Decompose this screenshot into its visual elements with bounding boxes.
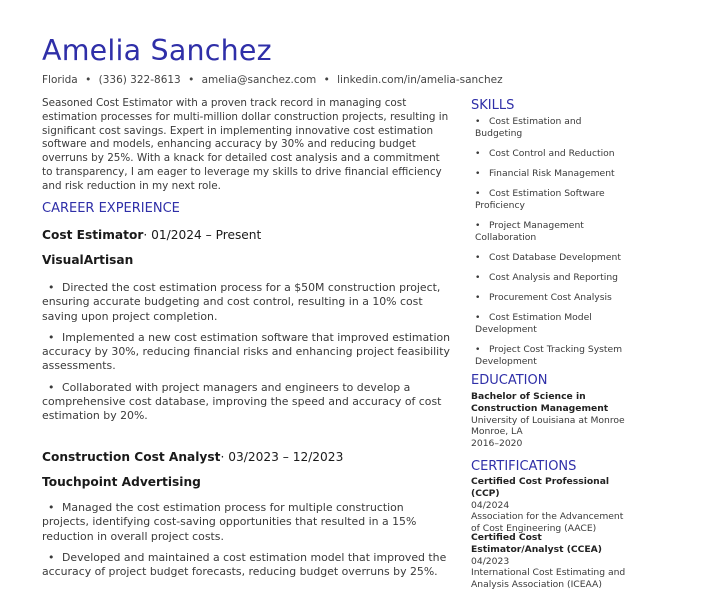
- job-bullets: [42, 501, 454, 586]
- certification-entry: [471, 532, 631, 591]
- skill-item: [475, 168, 630, 180]
- bullet-text: Developed and maintained a cost estimation model that improved the accuracy of project budget forecasts, reducing budget overruns by 25%.: [42, 550, 447, 579]
- skill-item: [475, 292, 630, 304]
- certification-date: 04/2023: [471, 555, 510, 567]
- skill-text: Project Cost Tracking System Development: [475, 344, 623, 367]
- list-item: [42, 331, 454, 374]
- skill-text: Cost Database Development: [489, 252, 621, 263]
- bullet-icon: •: [475, 220, 481, 231]
- bullet-icon: •: [475, 148, 481, 159]
- job-dates: · 03/2023 – 12/2023: [220, 450, 344, 464]
- skill-text: Project Management Collaboration: [475, 220, 584, 243]
- phone-text: (336) 322-8613: [98, 74, 181, 86]
- skill-item: [475, 220, 630, 244]
- list-item: [42, 281, 454, 324]
- bullet-icon: •: [48, 330, 55, 344]
- skill-text: Financial Risk Management: [489, 168, 615, 179]
- bullet-text: Directed the cost estimation process for a $50M construction project, ensuring accurate budgeting and cost control, resulting in a 10% cost saving upon project completion.: [42, 281, 441, 323]
- skill-item: [475, 148, 630, 160]
- skills-list: [475, 116, 630, 376]
- bullet-icon: •: [475, 168, 481, 179]
- certification-name: Certified Cost Professional (CCP): [471, 476, 610, 499]
- certification-issuer: International Cost Estimating and Analysis Association (ICEAA): [471, 567, 626, 591]
- company-name: Touchpoint Advertising: [42, 475, 201, 489]
- job-bullets: [42, 281, 454, 431]
- degree-text: Bachelor of Science in Construction Management: [471, 391, 609, 414]
- separator: •: [323, 74, 330, 86]
- bullet-text: Collaborated with project managers and engineers to develop a comprehensive cost database, improving the speed and accuracy of cost estimation by 20%.: [42, 380, 442, 423]
- job-title-line: [42, 449, 343, 465]
- bullet-icon: •: [475, 312, 481, 323]
- list-item: [42, 381, 454, 424]
- certifications-heading: CERTIFICATIONS: [471, 459, 577, 474]
- list-item: [42, 551, 454, 580]
- separator: •: [85, 74, 92, 86]
- job-title: Construction Cost Analyst: [42, 450, 221, 464]
- email-link[interactable]: amelia@sanchez.com: [201, 74, 317, 86]
- bullet-icon: •: [48, 501, 55, 514]
- education-heading: EDUCATION: [471, 373, 548, 388]
- bullet-icon: •: [475, 344, 481, 355]
- bullet-icon: •: [475, 292, 481, 303]
- contact-line: [42, 72, 503, 88]
- job-title-line: [42, 227, 261, 243]
- company-name: VisualArtisan: [42, 253, 134, 267]
- skill-text: Cost Analysis and Reporting: [489, 272, 618, 283]
- skill-text: Cost Estimation Software Proficiency: [475, 188, 605, 211]
- list-item: [42, 501, 454, 544]
- skill-item: [475, 252, 630, 264]
- skill-item: [475, 344, 630, 368]
- professional-summary: Seasoned Cost Estimator with a proven track record in managing cost estimation processes for multi-million dollar construction projects, resulting in significant cost savings. Expert in implementing innovative cost estimation software and models, enhancing accuracy by 30% and reducing budget overruns by 25%. With a knack for detailed cost analysis and a commitment to transparency, I am eager to leverage my skills to drive financial efficiency and risk reduction in my next role.: [42, 97, 449, 192]
- bullet-text: Implemented a new cost estimation software that improved estimation accuracy by 30%, reducing financial risks and enhancing project feasibility assessments.: [42, 330, 451, 373]
- school-location: Monroe, LA: [471, 426, 523, 438]
- separator: •: [188, 74, 195, 86]
- education-entry: [471, 391, 631, 450]
- skill-item: [475, 272, 630, 284]
- education-dates: 2016–2020: [471, 438, 523, 450]
- skill-text: Cost Estimation Model Development: [475, 312, 592, 335]
- location-text: Florida: [42, 74, 78, 86]
- bullet-icon: •: [48, 380, 55, 394]
- certification-issuer: Association for the Advancement of Cost Engineering (AACE): [471, 511, 624, 535]
- skills-heading: SKILLS: [471, 98, 515, 113]
- career-experience-heading: CAREER EXPERIENCE: [42, 201, 180, 216]
- candidate-name: Amelia Sanchez: [42, 34, 272, 67]
- linkedin-link[interactable]: linkedin.com/in/amelia-sanchez: [337, 74, 503, 86]
- bullet-icon: •: [475, 272, 481, 283]
- certification-date: 04/2024: [471, 499, 510, 511]
- certification-name: Certified Cost Estimator/Analyst (CCEA): [471, 532, 602, 555]
- bullet-icon: •: [48, 281, 55, 294]
- skill-text: Cost Control and Reduction: [489, 148, 615, 159]
- skill-text: Cost Estimation and Budgeting: [475, 116, 582, 139]
- job-dates: · 01/2024 – Present: [143, 228, 262, 242]
- school-text: University of Louisiana at Monroe: [471, 414, 625, 426]
- skill-text: Procurement Cost Analysis: [489, 292, 612, 303]
- bullet-icon: •: [475, 252, 481, 263]
- skill-item: [475, 188, 630, 212]
- bullet-icon: •: [475, 188, 481, 199]
- certification-entry: [471, 476, 631, 535]
- job-title: Cost Estimator: [42, 228, 144, 242]
- bullet-icon: •: [48, 550, 55, 564]
- bullet-text: Managed the cost estimation process for multiple construction projects, identifying cost-saving opportunities that resulted in a 15% reduction in overall project costs.: [42, 501, 417, 543]
- skill-item: [475, 116, 630, 140]
- skill-item: [475, 312, 630, 336]
- bullet-icon: •: [475, 116, 481, 127]
